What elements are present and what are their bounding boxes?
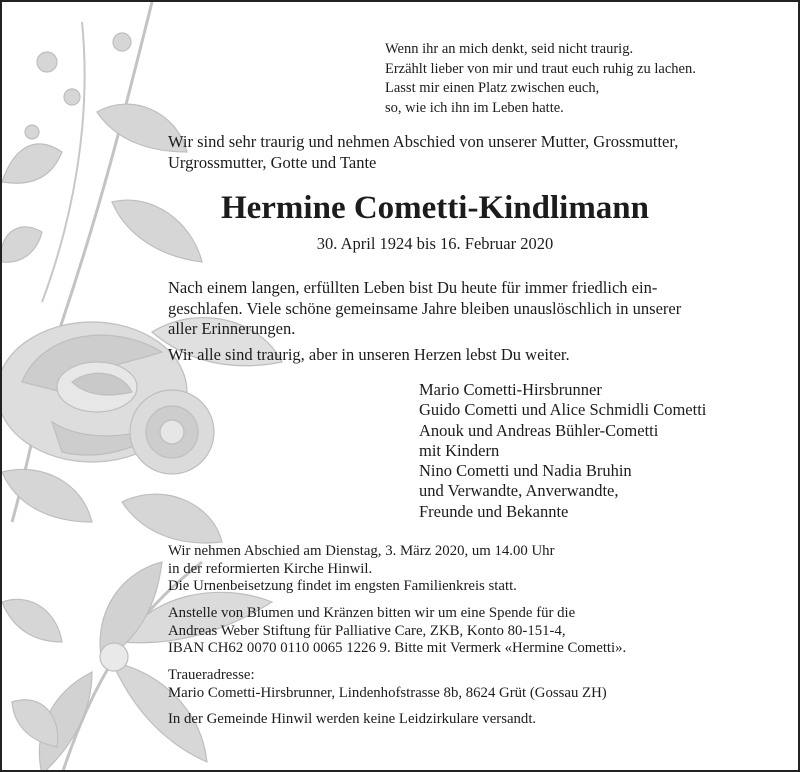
ceremony-line: Die Urnenbeisetzung findet im engsten Familienkreis statt. xyxy=(168,578,517,594)
obituary-content xyxy=(2,2,800,772)
ceremony-line: in der reformierten Kirche Hinwil. xyxy=(168,560,373,577)
poem-line: so, wie ich ihn im Leben hatte. xyxy=(385,99,564,116)
poem-line: Lasst mir einen Platz zwischen euch, xyxy=(385,80,600,96)
farewell-message xyxy=(168,278,788,365)
ceremony-line: Wir nehmen Abschied am Dienstag, 3. März 2020, um 14.00 Uhr xyxy=(168,543,555,559)
mourner-line: Freunde und Bekannte xyxy=(419,501,569,521)
donation-line: Andreas Weber Stiftung für Palliative Care, ZKB, Konto 80-151-4, xyxy=(168,622,566,639)
message-line: aller Erinnerungen. xyxy=(168,319,296,338)
mourners-list xyxy=(419,380,706,522)
message-line: Nach einem langen, erfüllten Leben bist Du heute für immer friedlich ein- xyxy=(168,278,658,297)
mourner-line: Nino Cometti und Nadia Bruhin xyxy=(419,461,632,481)
mourner-line: Mario Cometti-Hirsbrunner xyxy=(419,380,602,399)
mourner-line: Anouk und Andreas Bühler-Cometti xyxy=(419,420,659,440)
poem-line: Erzählt lieber von mir und traut euch ruhig zu lachen. xyxy=(385,60,696,77)
donation-info xyxy=(168,605,788,658)
intro-line: Urgrossmutter, Gotte und Tante xyxy=(168,152,377,172)
circular-notice xyxy=(168,711,788,729)
mourner-line: Guido Cometti und Alice Schmidli Cometti xyxy=(419,400,707,420)
donation-line: Anstelle von Blumen und Kränzen bitten wir um eine Spende für die xyxy=(168,605,576,621)
ceremony-info xyxy=(168,543,788,596)
mourner-line: mit Kindern xyxy=(419,440,500,460)
life-dates: 30. April 1924 bis 16. Februar 2020 xyxy=(316,234,554,253)
intro-text xyxy=(168,132,788,173)
intro-line: Wir sind sehr traurig und nehmen Abschied von unserer Mutter, Grossmutter, xyxy=(168,132,679,151)
deceased-name: Hermine Cometti-Kindlimann xyxy=(220,190,650,226)
mourning-address xyxy=(168,667,788,702)
poem-verse xyxy=(385,40,696,118)
message-line: Wir alle sind traurig, aber in unseren Herzen lebst Du weiter. xyxy=(168,344,570,364)
address-line: Mario Cometti-Hirsbrunner, Lindenhofstrasse 8b, 8624 Grüt (Gossau ZH) xyxy=(168,684,607,701)
address-label: Traueradresse: xyxy=(168,667,255,683)
mourner-line: und Verwandte, Anverwandte, xyxy=(419,481,619,501)
notice-line: In der Gemeinde Hinwil werden keine Leidzirkulare versandt. xyxy=(168,711,537,727)
message-line: geschlafen. Viele schöne gemeinsame Jahre bleiben unauslöschlich in unserer xyxy=(168,298,682,318)
poem-line: Wenn ihr an mich denkt, seid nicht traurig. xyxy=(385,41,634,57)
donation-line: IBAN CH62 0070 0110 0065 1226 9. Bitte mit Vermerk «Hermine Cometti». xyxy=(168,640,627,656)
